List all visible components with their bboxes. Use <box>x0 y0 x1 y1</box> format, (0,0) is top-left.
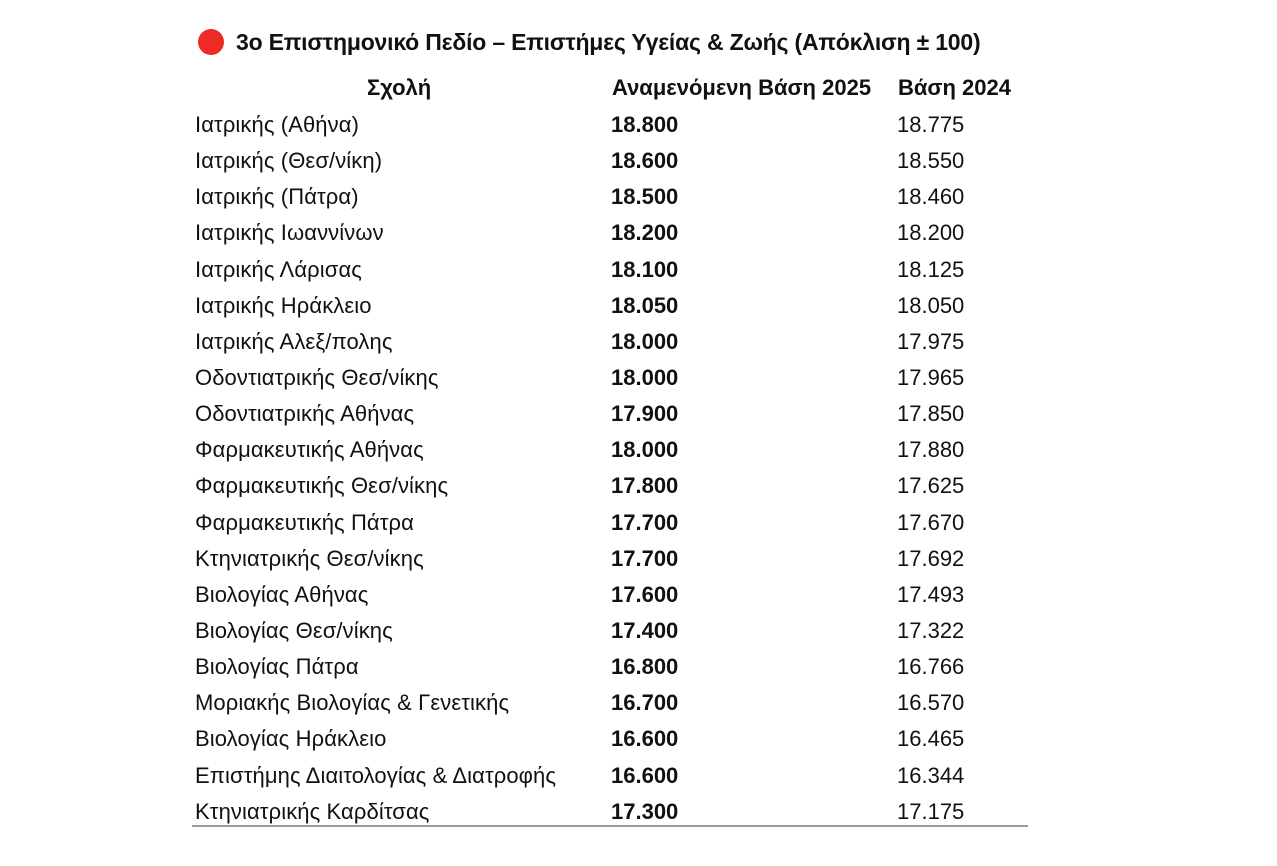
expected-2025-cell: 17.600 <box>611 581 679 607</box>
base-2024-cell: 16.344 <box>897 762 965 788</box>
expected-2025-cell: 17.700 <box>611 509 679 535</box>
school-cell: Ιατρικής Ιωαννίνων <box>195 220 384 246</box>
base-2024-cell: 18.550 <box>897 148 965 174</box>
base-2024-cell: 17.850 <box>897 401 965 427</box>
red-bullet-icon <box>198 29 224 55</box>
school-cell: Κτηνιατρικής Θεσ/νίκης <box>195 545 424 571</box>
base-2024-cell: 17.692 <box>897 545 965 571</box>
expected-2025-cell: 17.900 <box>611 401 679 427</box>
expected-2025-cell: 17.400 <box>611 617 679 643</box>
base-2024-cell: 16.570 <box>897 690 965 716</box>
expected-2025-cell: 16.800 <box>611 654 679 680</box>
school-cell: Φαρμακευτικής Πάτρα <box>195 509 414 535</box>
school-cell: Επιστήμης Διαιτολογίας & Διατροφής <box>195 762 557 788</box>
base-2024-cell: 17.965 <box>897 364 965 390</box>
base-2024-cell: 17.880 <box>897 437 965 463</box>
expected-2025-cell: 18.100 <box>611 256 679 282</box>
school-cell: Οδοντιατρικής Αθήνας <box>195 401 415 427</box>
expected-2025-cell: 17.700 <box>611 545 679 571</box>
table-row <box>0 179 1277 215</box>
table-row <box>0 721 1277 757</box>
school-cell: Βιολογίας Ηράκλειο <box>195 726 387 752</box>
table-row <box>0 758 1277 794</box>
base-2024-cell: 18.125 <box>897 256 965 282</box>
page-title-row <box>198 24 980 60</box>
school-cell: Μοριακής Βιολογίας & Γενετικής <box>195 690 510 716</box>
school-cell: Φαρμακευτικής Θεσ/νίκης <box>195 473 449 499</box>
school-cell: Ιατρικής (Πάτρα) <box>195 184 359 210</box>
expected-2025-cell: 18.050 <box>611 292 679 318</box>
table-row <box>0 577 1277 613</box>
base-2024-cell: 17.670 <box>897 509 965 535</box>
table-row <box>0 215 1277 251</box>
base-2024-cell: 16.465 <box>897 726 965 752</box>
table-row <box>0 143 1277 179</box>
school-cell: Βιολογίας Αθήνας <box>195 581 369 607</box>
school-cell: Ιατρικής (Θεσ/νίκη) <box>195 148 383 174</box>
school-cell: Ιατρικής Λάρισας <box>195 256 362 282</box>
table-row <box>0 613 1277 649</box>
base-2024-cell: 18.460 <box>897 184 965 210</box>
expected-2025-cell: 18.000 <box>611 437 679 463</box>
table-row <box>0 107 1277 143</box>
school-cell: Ιατρικής Αλεξ/πολης <box>195 328 393 354</box>
base-2024-cell: 18.775 <box>897 112 965 137</box>
table-row <box>0 396 1277 432</box>
expected-2025-cell: 18.000 <box>611 364 679 390</box>
table-row <box>0 432 1277 468</box>
expected-2025-cell: 18.800 <box>611 112 679 137</box>
table-header <box>0 72 1277 104</box>
expected-2025-cell: 16.600 <box>611 726 679 752</box>
table-bottom-border <box>192 825 1028 827</box>
table-row <box>0 252 1277 288</box>
base-2024-cell: 17.625 <box>897 473 965 499</box>
school-cell: Φαρμακευτικής Αθήνας <box>195 437 424 463</box>
base-2024-cell: 17.322 <box>897 617 965 643</box>
expected-2025-cell: 17.800 <box>611 473 679 499</box>
school-cell: Κτηνιατρικής Καρδίτσας <box>195 798 430 824</box>
table-row <box>0 541 1277 577</box>
page-title: 3ο Επιστημονικό Πεδίο – Επιστήμες Υγείας & Ζωής (Απόκλιση ± 100) <box>236 28 981 55</box>
school-cell: Ιατρικής (Αθήνα) <box>195 112 359 137</box>
school-cell: Ιατρικής Ηράκλειο <box>195 292 372 318</box>
table-row <box>0 324 1277 360</box>
base-2024-cell: 18.200 <box>897 220 965 246</box>
table-body <box>0 107 1277 830</box>
column-header-base-2024: Βάση 2024 <box>898 75 1011 100</box>
table-row <box>0 468 1277 504</box>
base-2024-cell: 16.766 <box>897 654 965 680</box>
base-2024-cell: 18.050 <box>897 292 965 318</box>
expected-2025-cell: 18.000 <box>611 328 679 354</box>
table-row <box>0 360 1277 396</box>
table-row <box>0 649 1277 685</box>
column-header-school: Σχολή <box>367 75 432 100</box>
expected-2025-cell: 16.700 <box>611 690 679 716</box>
column-header-expected-2025: Αναμενόμενη Βάση 2025 <box>612 75 872 100</box>
expected-2025-cell: 18.500 <box>611 184 679 210</box>
expected-2025-cell: 16.600 <box>611 762 679 788</box>
expected-2025-cell: 18.200 <box>611 220 679 246</box>
table-row <box>0 505 1277 541</box>
expected-2025-cell: 18.600 <box>611 148 679 174</box>
school-cell: Οδοντιατρικής Θεσ/νίκης <box>195 364 439 390</box>
base-2024-cell: 17.175 <box>897 798 965 824</box>
base-2024-cell: 17.975 <box>897 328 965 354</box>
table-row <box>0 288 1277 324</box>
school-cell: Βιολογίας Θεσ/νίκης <box>195 617 393 643</box>
base-2024-cell: 17.493 <box>897 581 965 607</box>
table-row <box>0 685 1277 721</box>
school-cell: Βιολογίας Πάτρα <box>195 654 359 680</box>
expected-2025-cell: 17.300 <box>611 798 679 824</box>
